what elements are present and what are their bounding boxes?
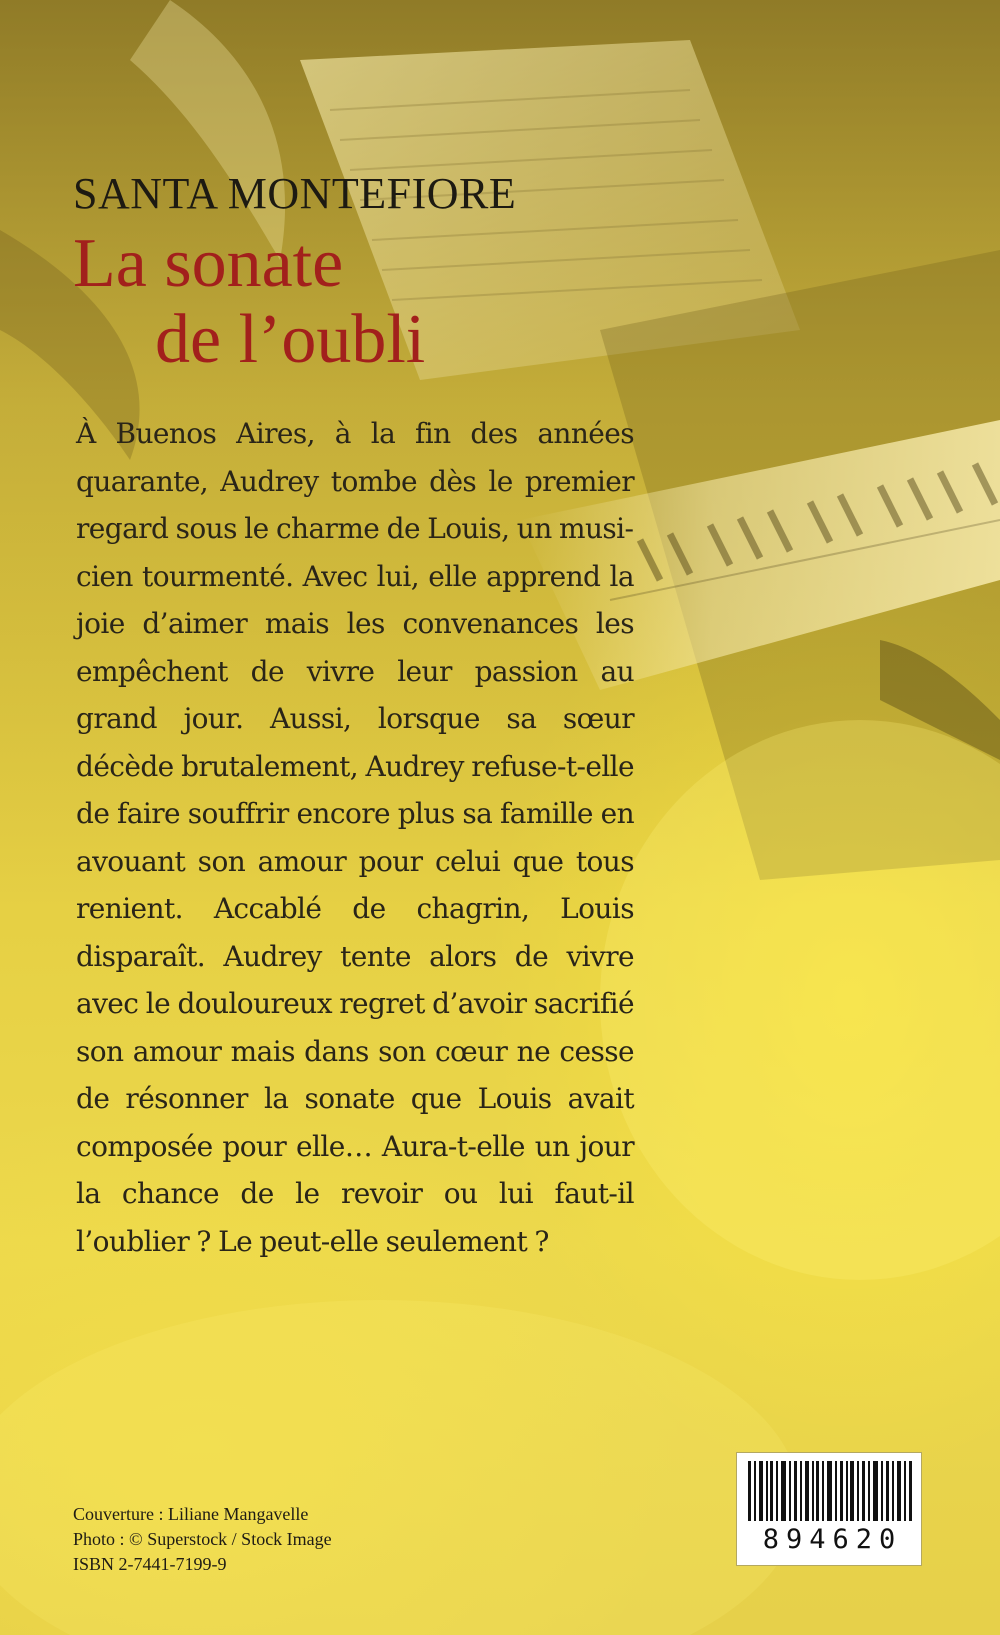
barcode-bars (748, 1461, 912, 1521)
book-title-line-2: de l’oubli (155, 301, 426, 378)
photo-credit: Photo : © Superstock / Stock Image (73, 1529, 332, 1549)
author-name: SANTA MONTEFIORE (73, 169, 517, 218)
barcode (736, 1452, 922, 1566)
book-title (73, 226, 425, 378)
isbn: ISBN 2-7441-7199-9 (73, 1554, 227, 1574)
synopsis-text: À Buenos Aires, à la fin des années quarante, Audrey tombe dès le premier regard sous le charme de Louis, un musicien tourmenté. Avec lui, elle apprend la joie d’aimer mais les convenances les empêchent de vivre leur passion au grand jour. Aussi, lorsque sa sœur décède brutalement, Audrey refuse-t-elle de faire souffrir encore plus sa famille en avouant son amour pour celui que tous renient. Accablé de chagrin, Louis disparaît. Audrey tente alors de vivre avec le douloureux regret d’avoir sacrifié son amour mais dans son cœur ne cesse de résonner la sonate que Louis avait composée pour elle… Aura-t-elle un jour la chance de le revoir ou lui faut-il l’oublier ? Le peut-elle seulement ? (76, 417, 634, 1258)
barcode-number: 894620 (762, 1524, 903, 1555)
book-title-line-1: La sonate (73, 225, 344, 302)
credits (73, 1502, 332, 1577)
cover-credit: Couverture : Liliane Mangavelle (73, 1504, 309, 1524)
